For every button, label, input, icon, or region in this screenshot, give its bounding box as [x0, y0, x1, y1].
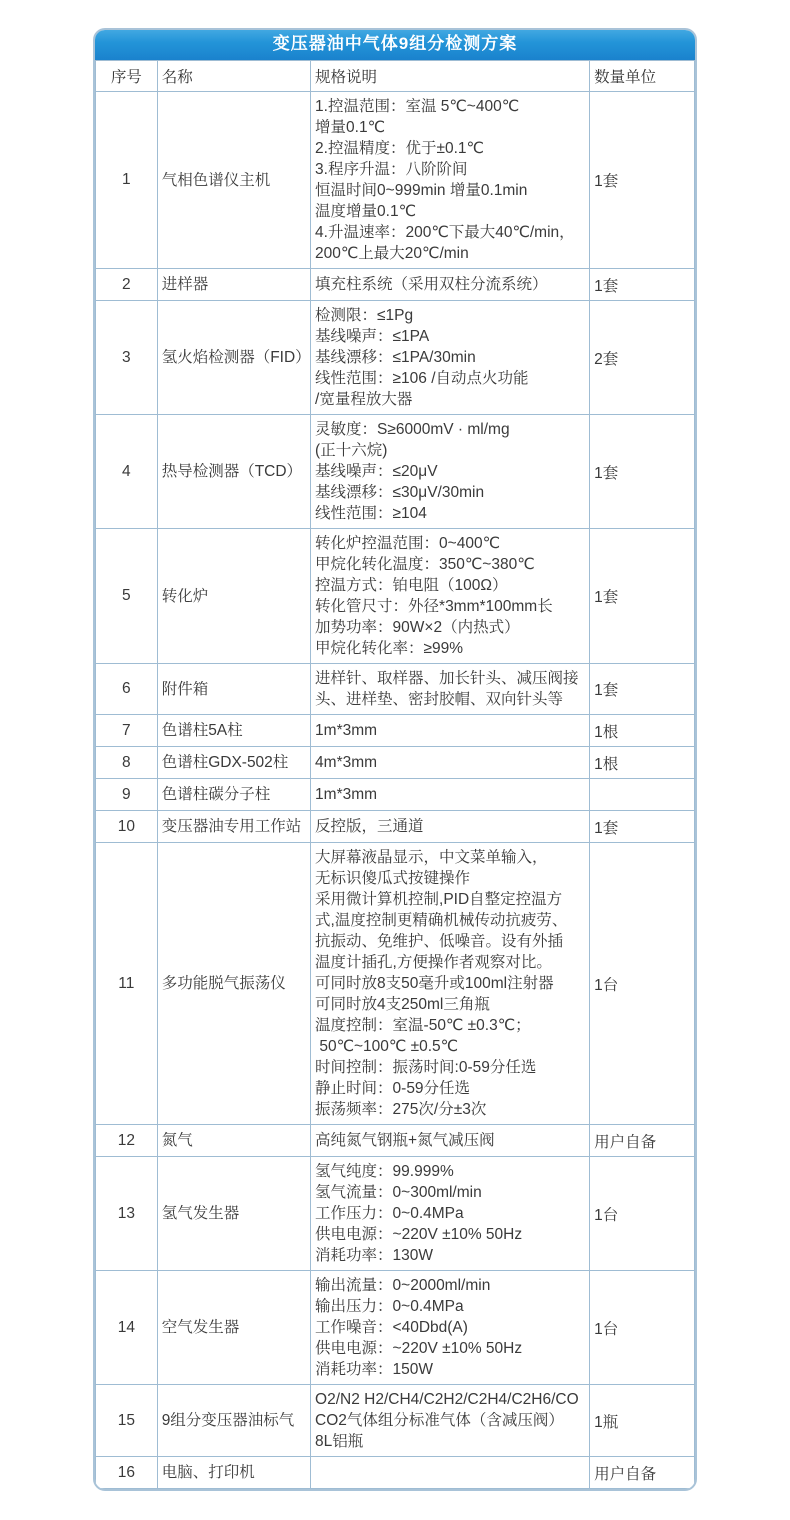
spec-line: 2.控温精度：优于±0.1℃: [315, 140, 484, 157]
spec-table: [95, 60, 695, 1489]
row-number-cell: 8: [96, 747, 158, 779]
spec-line: 温度控制：室温-50℃ ±0.3℃；: [315, 1017, 531, 1034]
item-spec-cell: [311, 664, 590, 715]
item-name-cell: 变压器油专用工作站: [157, 811, 310, 843]
table-row: [96, 529, 695, 664]
item-spec-cell: [311, 1457, 590, 1489]
table-row: [96, 269, 695, 301]
spec-line: 线性范围：≥104: [315, 505, 427, 522]
spec-line: 控温方式：铂电阻（100Ω）: [315, 577, 508, 594]
table-row: [96, 301, 695, 415]
spec-line: 采用微计算机控制,PID自整定控温方: [315, 891, 563, 908]
spec-line: 无标识傻瓜式按键操作: [315, 870, 471, 887]
spec-line: 检测限：≤1Pg: [315, 307, 414, 324]
spec-line: 基线漂移：≤1PA/30min: [315, 349, 476, 366]
spec-line: 振荡频率：275次/分±3次: [315, 1101, 487, 1118]
item-spec-cell: [311, 415, 590, 529]
item-qty-cell: 1套: [590, 92, 695, 269]
spec-line: 200℃上最大20℃/min: [315, 245, 469, 262]
table-row: [96, 811, 695, 843]
item-spec-cell: [311, 1271, 590, 1385]
item-spec-cell: [311, 1157, 590, 1271]
item-name-cell: 氢火焰检测器（FID）: [157, 301, 310, 415]
col-header-qty: 数量单位: [590, 61, 695, 92]
table-row: [96, 843, 695, 1125]
spec-line: 50℃~100℃ ±0.5℃: [315, 1038, 459, 1055]
item-name-cell: 氮气: [157, 1125, 310, 1157]
spec-line: 静止时间：0-59分任选: [315, 1080, 471, 1097]
item-qty-cell: 1套: [590, 529, 695, 664]
spec-line: 增量0.1℃: [315, 119, 385, 136]
item-spec-cell: [311, 301, 590, 415]
table-header-row: [96, 61, 695, 92]
item-spec-cell: [311, 843, 590, 1125]
row-number-cell: 4: [96, 415, 158, 529]
spec-line: 输出流量：0~2000ml/min: [315, 1277, 491, 1294]
table-row: [96, 1385, 695, 1457]
item-spec-cell: [311, 779, 590, 811]
spec-line: 高纯氮气钢瓶+氮气减压阀: [315, 1132, 495, 1149]
spec-line: 1.控温范围：室温 5℃~400℃: [315, 98, 520, 115]
row-number-cell: 3: [96, 301, 158, 415]
item-name-cell: 进样器: [157, 269, 310, 301]
item-qty-cell: 1套: [590, 269, 695, 301]
row-number-cell: 1: [96, 92, 158, 269]
spec-line: 头、进样垫、密封胶帽、双向针头等: [315, 691, 564, 708]
row-number-cell: 9: [96, 779, 158, 811]
spec-line: 工作压力：0~0.4MPa: [315, 1205, 464, 1222]
item-spec-cell: [311, 715, 590, 747]
spec-line: 氢气流量：0~300ml/min: [315, 1184, 482, 1201]
table-row: [96, 747, 695, 779]
item-spec-cell: [311, 529, 590, 664]
spec-line: 基线漂移：≤30μV/30min: [315, 484, 485, 501]
spec-line: 消耗功率：150W: [315, 1361, 434, 1378]
spec-line: 恒温时间0~999min 增量0.1min: [315, 182, 528, 199]
spec-line: 消耗功率：130W: [315, 1247, 434, 1264]
spec-line: 温度计插孔,方便操作者观察对比。: [315, 954, 552, 971]
item-name-cell: 色谱柱碳分子柱: [157, 779, 310, 811]
spec-line: 氢气纯度：99.999%: [315, 1163, 454, 1180]
item-qty-cell: 1台: [590, 1271, 695, 1385]
spec-line: 可同时放4支250ml三角瓶: [315, 996, 490, 1013]
spec-line: 8L铝瓶: [315, 1433, 364, 1450]
item-name-cell: 氢气发生器: [157, 1157, 310, 1271]
item-qty-cell: 1台: [590, 843, 695, 1125]
spec-line: 1m*3mm: [315, 722, 378, 739]
row-number-cell: 13: [96, 1157, 158, 1271]
item-spec-cell: [311, 747, 590, 779]
spec-line: 工作噪音：<40Dbd(A): [315, 1319, 468, 1336]
spec-line: 基线噪声：≤20μV: [315, 463, 438, 480]
table-row: [96, 715, 695, 747]
item-spec-cell: [311, 92, 590, 269]
item-qty-cell: 用户自备: [590, 1457, 695, 1489]
row-number-cell: 16: [96, 1457, 158, 1489]
spec-line: 输出压力：0~0.4MPa: [315, 1298, 464, 1315]
spec-line: O2/N2 H2/CH4/C2H2/C2H4/C2H6/CO: [315, 1391, 579, 1408]
item-name-cell: 空气发生器: [157, 1271, 310, 1385]
item-qty-cell: 1套: [590, 664, 695, 715]
row-number-cell: 2: [96, 269, 158, 301]
spec-line: 时间控制：振荡时间:0-59分任选: [315, 1059, 537, 1076]
row-number-cell: 12: [96, 1125, 158, 1157]
col-header-no: 序号: [96, 61, 158, 92]
table-row: [96, 1157, 695, 1271]
table-row: [96, 92, 695, 269]
spec-line: 温度增量0.1℃: [315, 203, 416, 220]
spec-line: 4m*3mm: [315, 754, 378, 771]
spec-line: CO2气体组分标准气体（含减压阀）: [315, 1412, 564, 1429]
item-name-cell: 气相色谱仪主机: [157, 92, 310, 269]
spec-line: 甲烷化转化率：≥99%: [315, 640, 464, 657]
item-name-cell: 色谱柱GDX-502柱: [157, 747, 310, 779]
row-number-cell: 6: [96, 664, 158, 715]
spec-line: 抗振动、免维护、低噪音。设有外插: [315, 933, 564, 950]
spec-line: 甲烷化转化温度：350℃~380℃: [315, 556, 535, 573]
item-name-cell: 附件箱: [157, 664, 310, 715]
spec-line: 转化管尺寸：外径*3mm*100mm长: [315, 598, 553, 615]
item-name-cell: 热导检测器（TCD）: [157, 415, 310, 529]
item-qty-cell: 1根: [590, 715, 695, 747]
spec-line: 填充柱系统（采用双柱分流系统）: [315, 276, 548, 293]
item-qty-cell: 1套: [590, 811, 695, 843]
col-header-spec: 规格说明: [311, 61, 590, 92]
item-spec-cell: [311, 1125, 590, 1157]
row-number-cell: 5: [96, 529, 158, 664]
spec-line: 转化炉控温范围：0~400℃: [315, 535, 500, 552]
table-row: [96, 664, 695, 715]
spec-line: 加势功率：90W×2（内热式）: [315, 619, 520, 636]
row-number-cell: 10: [96, 811, 158, 843]
page-title: 变压器油中气体9组分检测方案: [93, 28, 697, 60]
item-name-cell: 多功能脱气振荡仪: [157, 843, 310, 1125]
spec-line: 式,温度控制更精确机械传动抗疲劳、: [315, 912, 568, 929]
table-row: [96, 1125, 695, 1157]
spec-line: 灵敏度：S≥6000mV · ml/mg: [315, 421, 510, 438]
row-number-cell: 7: [96, 715, 158, 747]
item-qty-cell: 1台: [590, 1157, 695, 1271]
spec-line: 供电电源：~220V ±10% 50Hz: [315, 1226, 523, 1243]
item-qty-cell: [590, 779, 695, 811]
spec-line: 1m*3mm: [315, 786, 378, 803]
item-name-cell: 色谱柱5A柱: [157, 715, 310, 747]
item-name-cell: 电脑、打印机: [157, 1457, 310, 1489]
spec-line: 基线噪声：≤1PA: [315, 328, 430, 345]
spec-line: 线性范围：≥106 /自动点火功能: [315, 370, 529, 387]
item-qty-cell: 1套: [590, 415, 695, 529]
item-spec-cell: [311, 1385, 590, 1457]
detection-plan-card: [93, 28, 697, 1491]
table-row: [96, 1457, 695, 1489]
spec-line: 大屏幕液晶显示，中文菜单输入，: [315, 849, 548, 866]
spec-line: 供电电源：~220V ±10% 50Hz: [315, 1340, 523, 1357]
table-row: [96, 415, 695, 529]
item-name-cell: 9组分变压器油标气: [157, 1385, 310, 1457]
spec-line: 进样针、取样器、加长针头、减压阀接: [315, 670, 579, 687]
item-spec-cell: [311, 811, 590, 843]
spec-line: 反控版，三通道: [315, 818, 424, 835]
item-qty-cell: 1根: [590, 747, 695, 779]
row-number-cell: 11: [96, 843, 158, 1125]
spec-line: 可同时放8支50毫升或100ml注射器: [315, 975, 554, 992]
item-qty-cell: 用户自备: [590, 1125, 695, 1157]
row-number-cell: 14: [96, 1271, 158, 1385]
item-qty-cell: 1瓶: [590, 1385, 695, 1457]
spec-line: /宽量程放大器: [315, 391, 413, 408]
spec-line: 4.升温速率：200℃下最大40℃/min，: [315, 224, 575, 241]
item-qty-cell: 2套: [590, 301, 695, 415]
row-number-cell: 15: [96, 1385, 158, 1457]
col-header-name: 名称: [157, 61, 310, 92]
table-row: [96, 779, 695, 811]
table-row: [96, 1271, 695, 1385]
spec-line: (正十六烷): [315, 442, 388, 459]
item-spec-cell: [311, 269, 590, 301]
item-name-cell: 转化炉: [157, 529, 310, 664]
spec-line: 3.程序升温：八阶阶间: [315, 161, 468, 178]
